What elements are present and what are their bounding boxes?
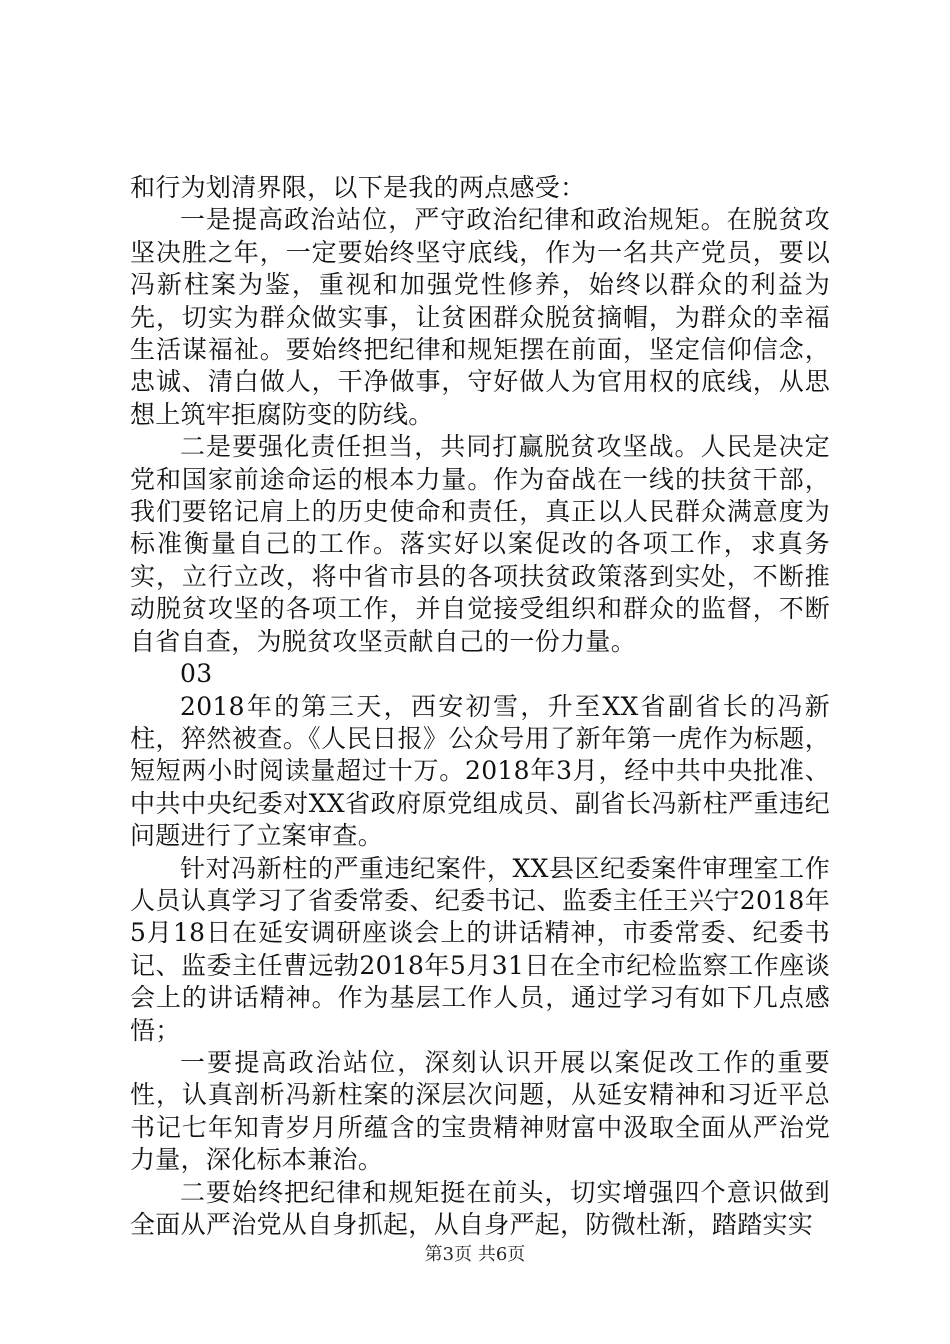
paragraph-point-one: 一是提高政治站位，严守政治纪律和政治规矩。在脱贫攻坚决胜之年，一定要始终坚守底线，作为一名共产党员，要以冯新柱案为鉴，重视和加强党性修养，始终以群众的利益为先，切实为群众做实事，让贫困群众脱贫摘帽，为群众的幸福生活谋福祉。要始终把纪律和规矩摆在前面，坚定信仰信念，忠诚、清白做人，干净做事，守好做人为官用权的底线，从思想上筑牢拒腐防变的防线。 — [130, 205, 830, 429]
paragraph-case-intro: 2018年的第三天，西安初雪，升至XX省副省长的冯新柱，猝然被查。《人民日报》公众号用了新年第一虎作为标题，短短两小时阅读量超过十万。2018年3月，经中共中央批准、中共中央纪委对XX省政府原党组成员、副省长冯新柱严重违纪问题进行了立案审查。 — [130, 691, 830, 851]
body-text — [130, 172, 830, 1241]
paragraph-continuation: 和行为划清界限，以下是我的两点感受： — [130, 173, 586, 202]
paragraph-study: 针对冯新柱的严重违纪案件，XX县区纪委案件审理室工作人员认真学习了省委常委、纪委书记、监委主任王兴宁2018年5月18日在延安调研座谈会上的讲话精神，市委常委、纪委书记、监委主任曹远勃2018年5月31日在全市纪检监察工作座谈会上的讲话精神。作为基层工作人员，通过学习有如下几点感悟； — [130, 853, 830, 1045]
section-number: 03 — [180, 659, 213, 689]
page-number-footer: 第3页 共6页 — [424, 1244, 526, 1265]
paragraph-insight-one: 一要提高政治站位，深刻认识开展以案促改工作的重要性，认真剖析冯新柱案的深层次问题，从延安精神和习近平总书记七年知青岁月所蕴含的宝贵精神财富中汲取全面从严治党力量，深化标本兼治。 — [130, 1047, 830, 1175]
paragraph-point-two: 二是要强化责任担当，共同打赢脱贫攻坚战。人民是决定党和国家前途命运的根本力量。作为奋战在一线的扶贫干部，我们要铭记肩上的历史使命和责任，真正以人民群众满意度为标准衡量自己的工作。落实好以案促改的各项工作，求真务实，立行立改，将中省市县的各项扶贫政策落到实处，不断推动脱贫攻坚的各项工作，并自觉接受组织和群众的监督，不断自省自查，为脱贫攻坚贡献自己的一份力量。 — [130, 432, 830, 656]
paragraph-insight-two: 二要始终把纪律和规矩挺在前头，切实增强四个意识做到全面从严治党从自身抓起，从自身严起，防微杜渐，踏踏实实 — [130, 1177, 830, 1239]
